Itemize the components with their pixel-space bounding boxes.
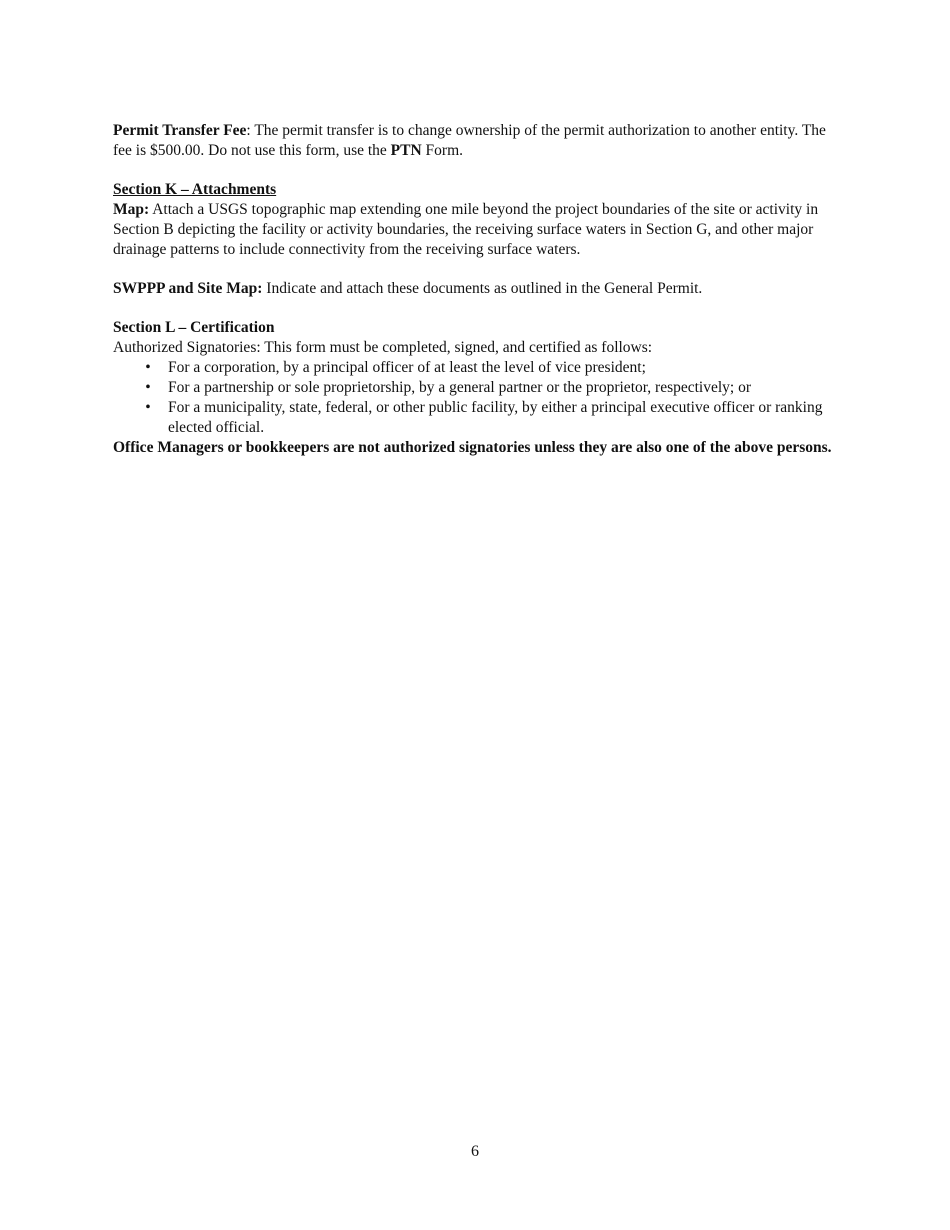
list-item <box>113 358 848 378</box>
list-item <box>113 398 848 438</box>
spacer <box>113 299 848 318</box>
section-l-heading: Section L – Certification <box>113 319 275 336</box>
bullet-icon: • <box>145 399 151 416</box>
bullet-icon: • <box>145 359 151 376</box>
swppp-label: SWPPP and Site Map: <box>113 280 263 297</box>
signatories-list <box>113 358 848 438</box>
permit-transfer-label: Permit Transfer Fee <box>113 122 247 139</box>
section-k-heading: Section K – Attachments <box>113 181 277 198</box>
permit-transfer-text: : The permit transfer is to change ownership of the permit authorization to another entity. The fee is $500.00. Do not use this form, use the <box>113 122 826 159</box>
swppp-text: Indicate and attach these documents as outlined in the General Permit. <box>262 280 703 297</box>
permit-transfer-paragraph <box>113 121 848 161</box>
map-label: Map: <box>113 201 150 218</box>
ptn-form-name: PTN <box>390 142 422 159</box>
map-text: Attach a USGS topographic map extending one mile beyond the project boundaries of the site or activity in Section B depicting the facility or activity boundaries, the receiving surface waters in Section G, and other major drainage patterns to include connectivity from the receiving surface waters. <box>113 201 819 258</box>
page-number: 6 <box>471 1143 479 1160</box>
authorization-note: Office Managers or bookkeepers are not authorized signatories unless they are also one of the above persons. <box>113 439 832 456</box>
list-item-text: For a municipality, state, federal, or other public facility, by either a principal executive officer or ranking elected official. <box>168 399 823 436</box>
list-item <box>113 378 848 398</box>
bullet-icon: • <box>145 379 151 396</box>
spacer <box>113 260 848 279</box>
swppp-paragraph <box>113 279 848 299</box>
spacer <box>113 161 848 180</box>
list-item-text: For a partnership or sole proprietorship, by a general partner or the proprietor, respectively; or <box>168 379 752 396</box>
page-content <box>113 121 848 458</box>
permit-transfer-text-end: Form. <box>421 142 464 159</box>
map-paragraph <box>113 200 848 260</box>
list-item-text: For a corporation, by a principal officer of at least the level of vice president; <box>168 359 646 376</box>
signatories-intro: Authorized Signatories: This form must be completed, signed, and certified as follows: <box>113 339 653 356</box>
